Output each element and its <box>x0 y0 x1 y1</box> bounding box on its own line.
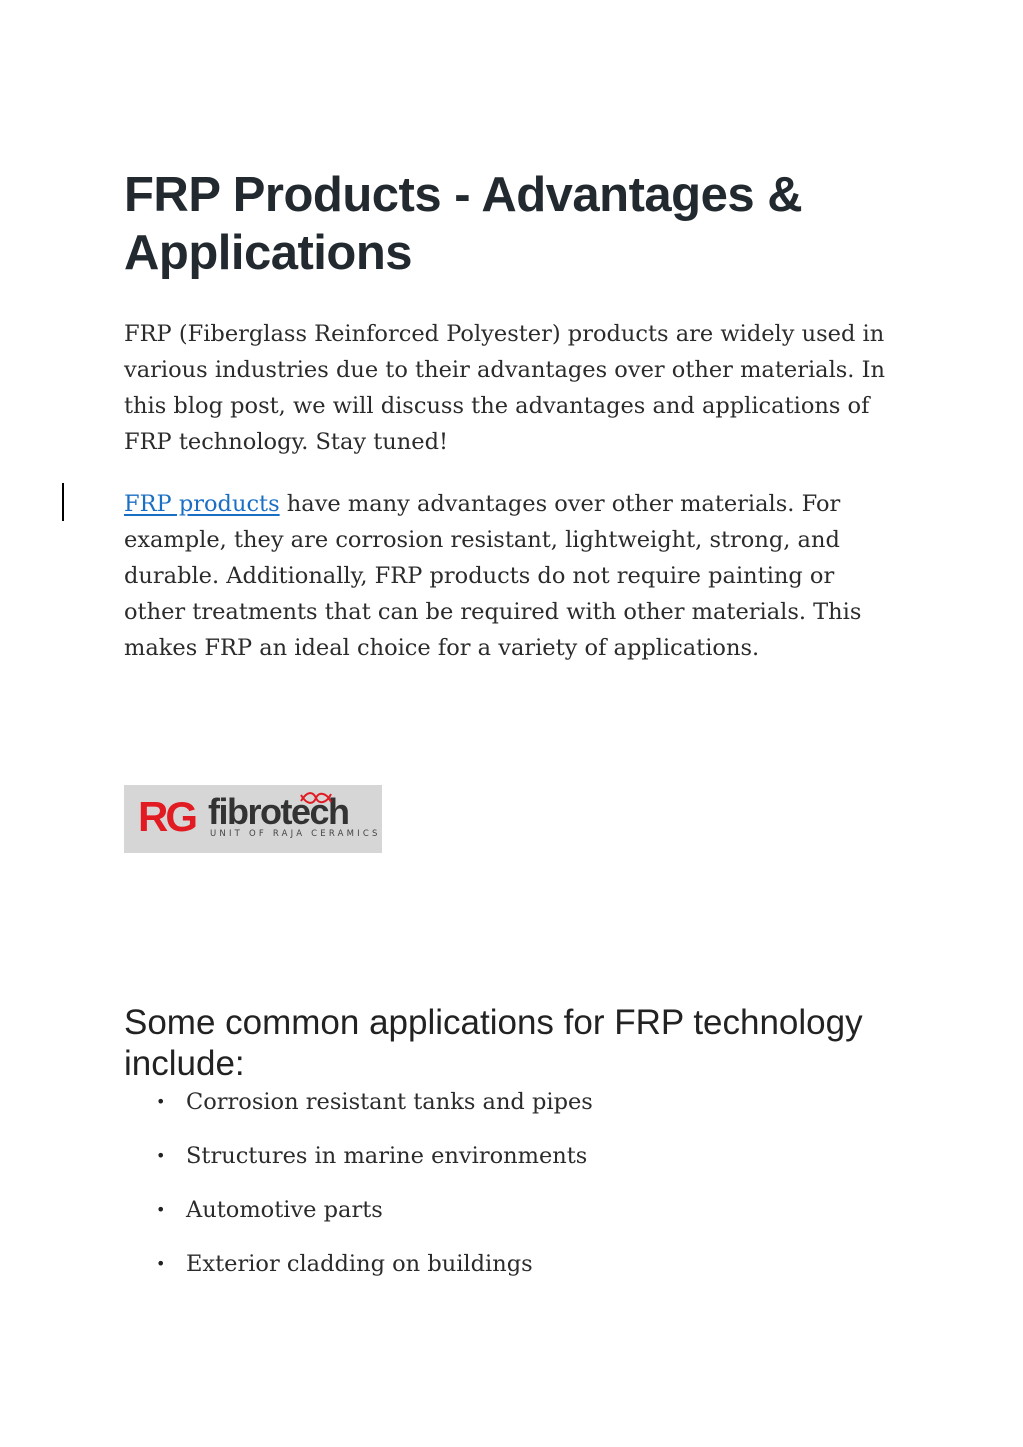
rg-fibrotech-logo <box>124 785 382 853</box>
logo-tagline: UNIT OF RAJA CERAMICS <box>210 829 381 839</box>
list-item <box>124 1192 884 1246</box>
applications-list <box>124 1084 884 1300</box>
list-item-text: Exterior cladding on buildings <box>186 1251 533 1277</box>
bullet-icon: • <box>156 1092 166 1111</box>
intro-paragraph: FRP (Fiberglass Reinforced Polyester) products are widely used in various industries due to their advantages over other materials. In this blog post, we will discuss the advantages and applications of FRP technology. Stay tuned! <box>124 321 885 455</box>
logo-swirl-icon <box>299 791 333 805</box>
bullet-icon: • <box>156 1254 166 1273</box>
list-item-text: Corrosion resistant tanks and pipes <box>186 1089 593 1115</box>
advantages-paragraph <box>124 486 894 666</box>
bullet-icon: • <box>156 1146 166 1165</box>
list-item-text: Automotive parts <box>186 1197 383 1223</box>
applications-heading: Some common applications for FRP technology include: <box>124 1003 863 1083</box>
list-item <box>124 1084 884 1138</box>
list-item-text: Structures in marine environments <box>186 1143 588 1169</box>
advantages-text: have many advantages over other materials. For example, they are corrosion resistant, lightweight, strong, and durable. Additionally, FRP products do not require painting or other treatments that can be required with other materials. This makes FRP an ideal choice for a variety of applications. <box>124 491 862 661</box>
frp-products-link[interactable]: FRP products <box>124 491 280 517</box>
list-item <box>124 1246 884 1300</box>
text-cursor <box>62 483 64 521</box>
bullet-icon: • <box>156 1200 166 1219</box>
page-title: FRP Products - Advantages & Applications <box>124 168 803 280</box>
list-item <box>124 1138 884 1192</box>
logo-initials: RG <box>138 793 195 840</box>
logo-brand-name: fibrotech <box>208 791 349 832</box>
